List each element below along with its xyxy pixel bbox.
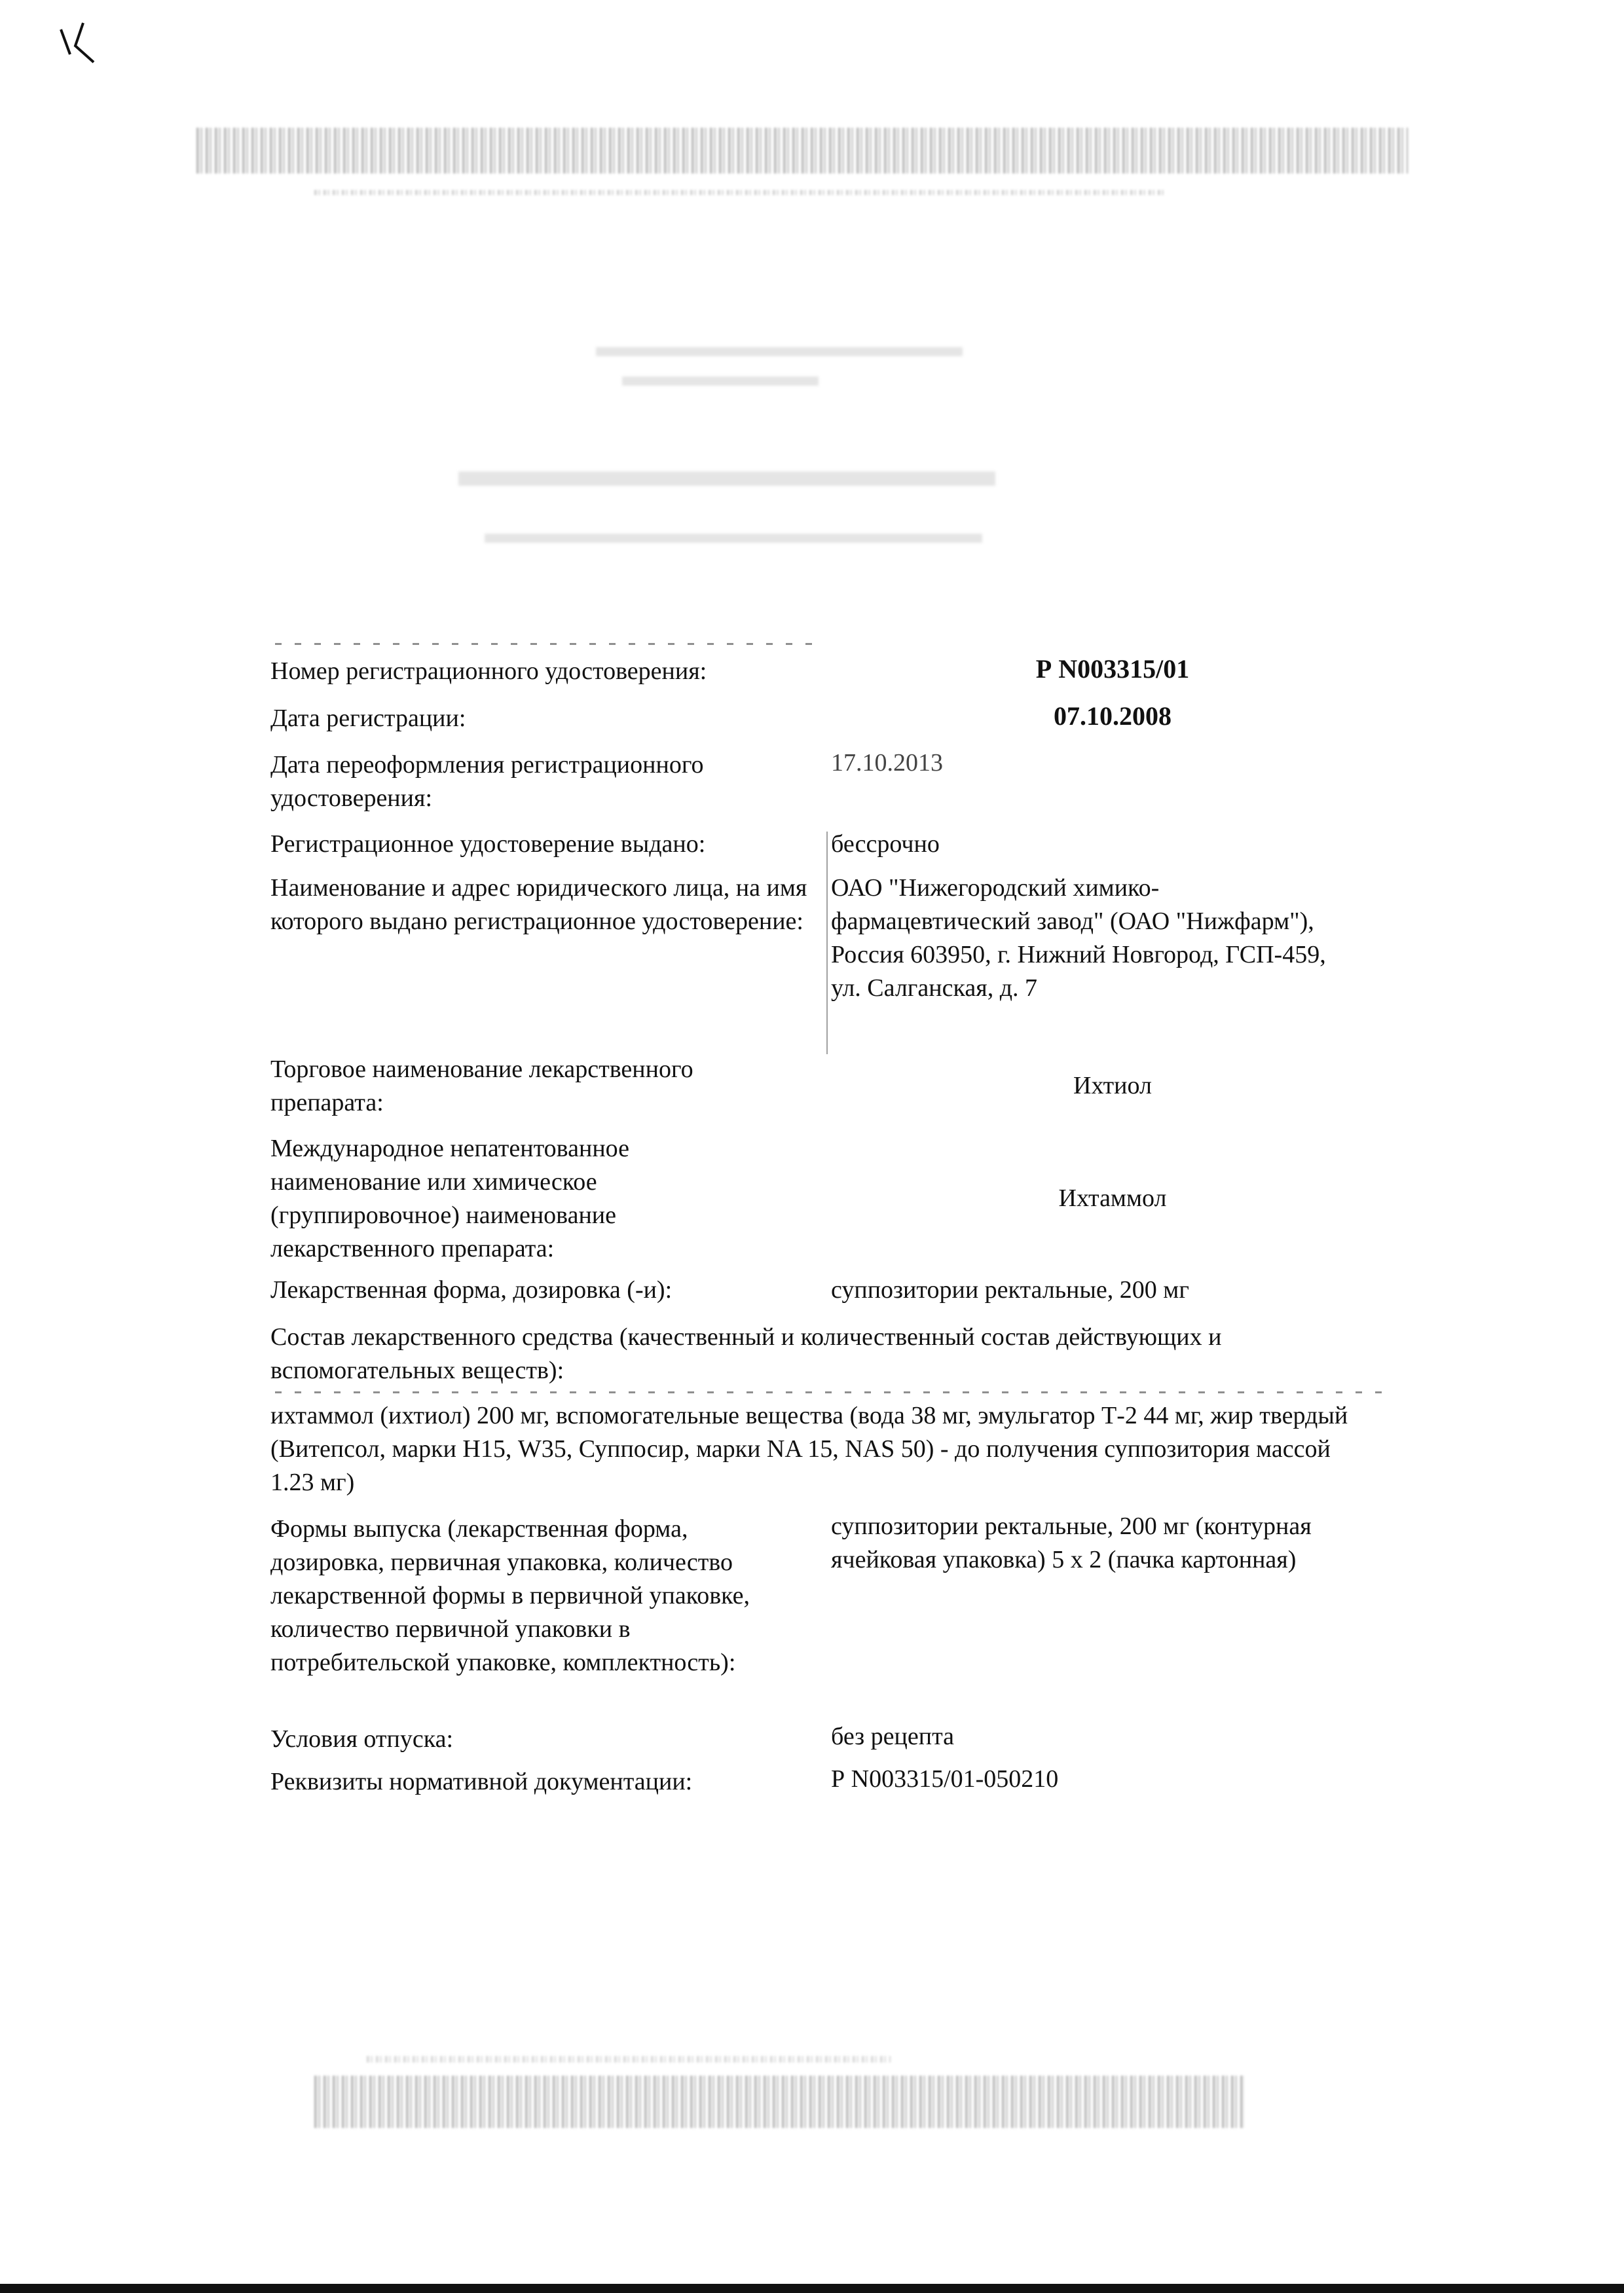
label-trade-name: Торговое наименование лекарственного препарата: <box>270 1055 693 1116</box>
footer-scan-noise <box>314 2076 1244 2128</box>
faded-title-text <box>458 471 995 486</box>
label-release-forms: Формы выпуска (лекарственная форма, дозировка, первичная упаковка, количество лекарственной формы в первичной упаковке, количество первичной упаковки в потребительской упаковке, комплектность): <box>270 1515 750 1676</box>
label-normative-documentation: Реквизиты нормативной документации: <box>270 1768 693 1795</box>
bottom-border <box>0 2284 1624 2293</box>
value-dosage-form: суппозитории ректальные, 200 мг <box>831 1276 1189 1304</box>
footer-scan-noise-line <box>367 2056 891 2063</box>
label-registration-number: Номер регистрационного удостоверения: <box>270 657 707 685</box>
label-composition: Состав лекарственного средства (качественный и количественный состав действующих и вспомогательных веществ): <box>270 1323 1222 1384</box>
faded-subtitle-text <box>485 534 982 543</box>
label-dosage-form: Лекарственная форма, дозировка (-и): <box>270 1276 673 1304</box>
header-scan-noise-line <box>314 190 1166 195</box>
value-normative-documentation: Р N003315/01-050210 <box>831 1765 1059 1793</box>
label-dispensing-conditions: Условия отпуска: <box>270 1725 454 1753</box>
label-reissue-date: Дата переоформления регистрационного удостоверения: <box>270 751 704 812</box>
faded-header-text <box>596 347 963 356</box>
divider <box>275 643 825 645</box>
value-registration-date: 07.10.2008 <box>1054 701 1172 731</box>
value-release-forms: суппозитории ректальные, 200 мг (контурная ячейковая упаковка) 5 x 2 (пачка картонная) <box>831 1513 1312 1573</box>
value-inn: Ихтаммол <box>1058 1184 1167 1212</box>
label-inn: Международное непатентованное наименование или химическое (группировочное) наименование лекарственного препарата: <box>270 1135 629 1262</box>
value-registration-number: Р N003315/01 <box>1035 654 1190 684</box>
column-divider <box>826 832 828 1054</box>
value-dispensing-conditions: без рецепта <box>831 1723 955 1750</box>
value-reissue-date: 17.10.2013 <box>831 749 943 777</box>
label-holder: Наименование и адрес юридического лица, на имя которого выдано регистрационное удостоверение: <box>270 874 807 935</box>
value-holder: ОАО "Нижегородский химико-фармацевтический завод" (ОАО "Нижфарм"), Россия 603950, г. Нижний Новгород, ГСП-459, ул. Салганская, д. 7 <box>831 874 1326 1002</box>
faded-header-text <box>622 376 819 386</box>
value-issued-term: бессрочно <box>831 830 940 858</box>
value-trade-name: Ихтиол <box>1073 1072 1152 1099</box>
header-scan-noise <box>196 128 1408 174</box>
label-registration-date: Дата регистрации: <box>270 705 466 732</box>
divider <box>275 1391 1388 1393</box>
handwritten-mark-icon <box>56 16 108 69</box>
label-issued-term: Регистрационное удостоверение выдано: <box>270 830 706 858</box>
value-composition: ихтаммол (ихтиол) 200 мг, вспомогательные вещества (вода 38 мг, эмульгатор Т-2 44 мг, жир твердый (Витепсол, марки Н15, W35, Суппосир, марки NA 15, NAS 50) - до получения суппозитория массой 1.23 мг) <box>270 1402 1348 1496</box>
